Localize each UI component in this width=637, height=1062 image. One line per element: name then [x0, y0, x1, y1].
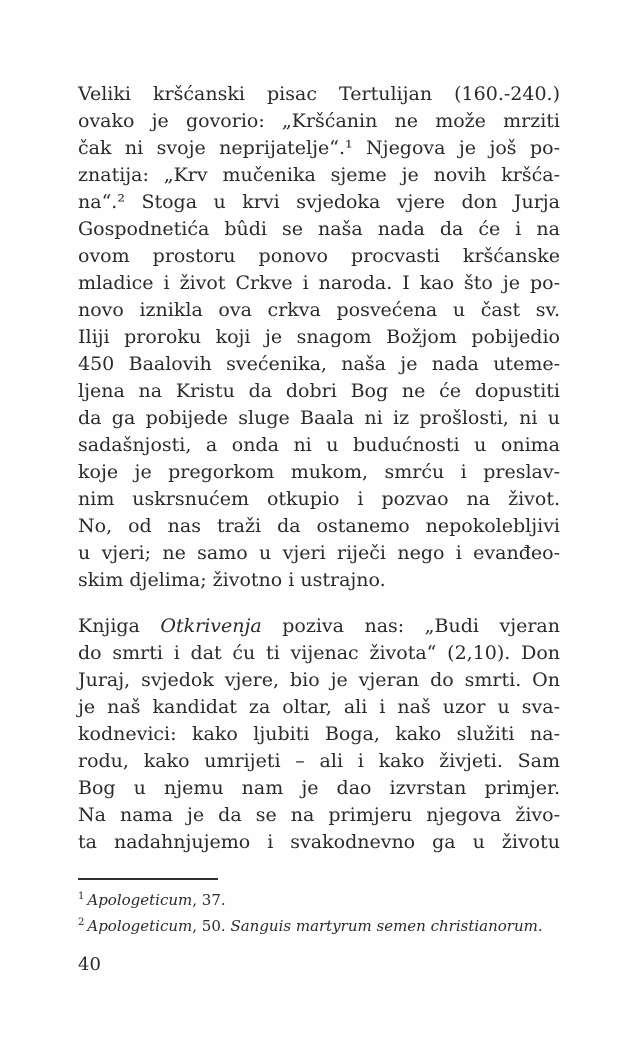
footnote-separator-rule: [78, 878, 218, 880]
text-line: No, od nas traži da ostanemo nepokolebljivi: [78, 515, 560, 537]
text-line: ljena na Kristu da dobri Bog ne će dopustiti: [78, 380, 560, 402]
text-line: na“.² Stoga u krvi svjedoka vjere don Jurja: [78, 191, 560, 213]
footnote-marker: 1: [78, 891, 85, 902]
paragraph: [78, 613, 560, 856]
text-line: da ga pobijede sluge Baala ni iz prošlosti, ni u: [78, 407, 560, 429]
text-line: je naš kandidat za oltar, ali i naš uzor u sva-: [78, 696, 560, 718]
text-line: sadašnjosti, a onda ni u budućnosti u onima: [78, 434, 560, 456]
text-line: ovako je govorio: „Kršćanin ne može mrziti: [78, 110, 560, 132]
text-block: [78, 81, 560, 856]
text-line: Knjiga Otkrivenja poziva nas: „Budi vjeran: [78, 615, 560, 637]
text-line: Gospodnetića bûdi se naša nada da će i na: [78, 218, 560, 240]
footnote: $^2$ Apologeticum, 50. Sanguis martyrum semen christianorum.: [78, 917, 543, 935]
text-line: koje je pregorkom mukom, smrću i preslav-: [78, 461, 560, 483]
paragraph: [78, 81, 560, 594]
text-line: do smrti i dat ću ti vijenac života“ (2,10). Don: [78, 642, 560, 664]
text-line: Juraj, svjedok vjere, bio je vjeran do smrti. On: [78, 669, 560, 691]
footnote: $^1$ Apologeticum, 37.: [78, 891, 226, 909]
text-line: skim djelima; životno i ustrajno.: [78, 569, 386, 591]
text-line: kodnevici: kako ljubiti Boga, kako služiti na-: [78, 723, 560, 745]
text-line: Bog u njemu nam je dao izvrstan primjer.: [78, 777, 560, 799]
text-line: Na nama je da se na primjeru njegova živo-: [78, 804, 560, 826]
page-number: 40: [78, 954, 101, 975]
text-line: u vjeri; ne samo u vjeri riječi nego i evanđeo-: [78, 542, 560, 564]
text-line: novo iznikla ova crkva posvećena u čast sv.: [78, 299, 560, 321]
text-line: Veliki kršćanski pisac Tertulijan (160.-240.): [78, 83, 560, 105]
text-line: ovom prostoru ponovo procvasti kršćanske: [78, 245, 560, 267]
text-line: 450 Baalovih svećenika, naša je nada uteme-: [78, 353, 560, 375]
text-line: nim uskrsnućem otkupio i pozvao na život.: [78, 488, 560, 510]
text-line: ta nadahnjujemo i svakodnevno ga u životu: [78, 831, 560, 853]
footnote-marker: 2: [78, 917, 85, 928]
text-line: mladice i život Crkve i naroda. I kao što je po-: [78, 272, 560, 294]
text-line: rodu, kako umrijeti – ali i kako živjeti. Sam: [78, 750, 560, 772]
text-line: čak ni svoje neprijatelje“.¹ Njegova je još po-: [78, 137, 560, 159]
text-line: znatija: „Krv mučenika sjeme je novih kršća-: [78, 164, 560, 186]
text-line: Iliji proroku koji je snagom Božjom pobijedio: [78, 326, 560, 348]
footnotes-section: [78, 878, 560, 939]
